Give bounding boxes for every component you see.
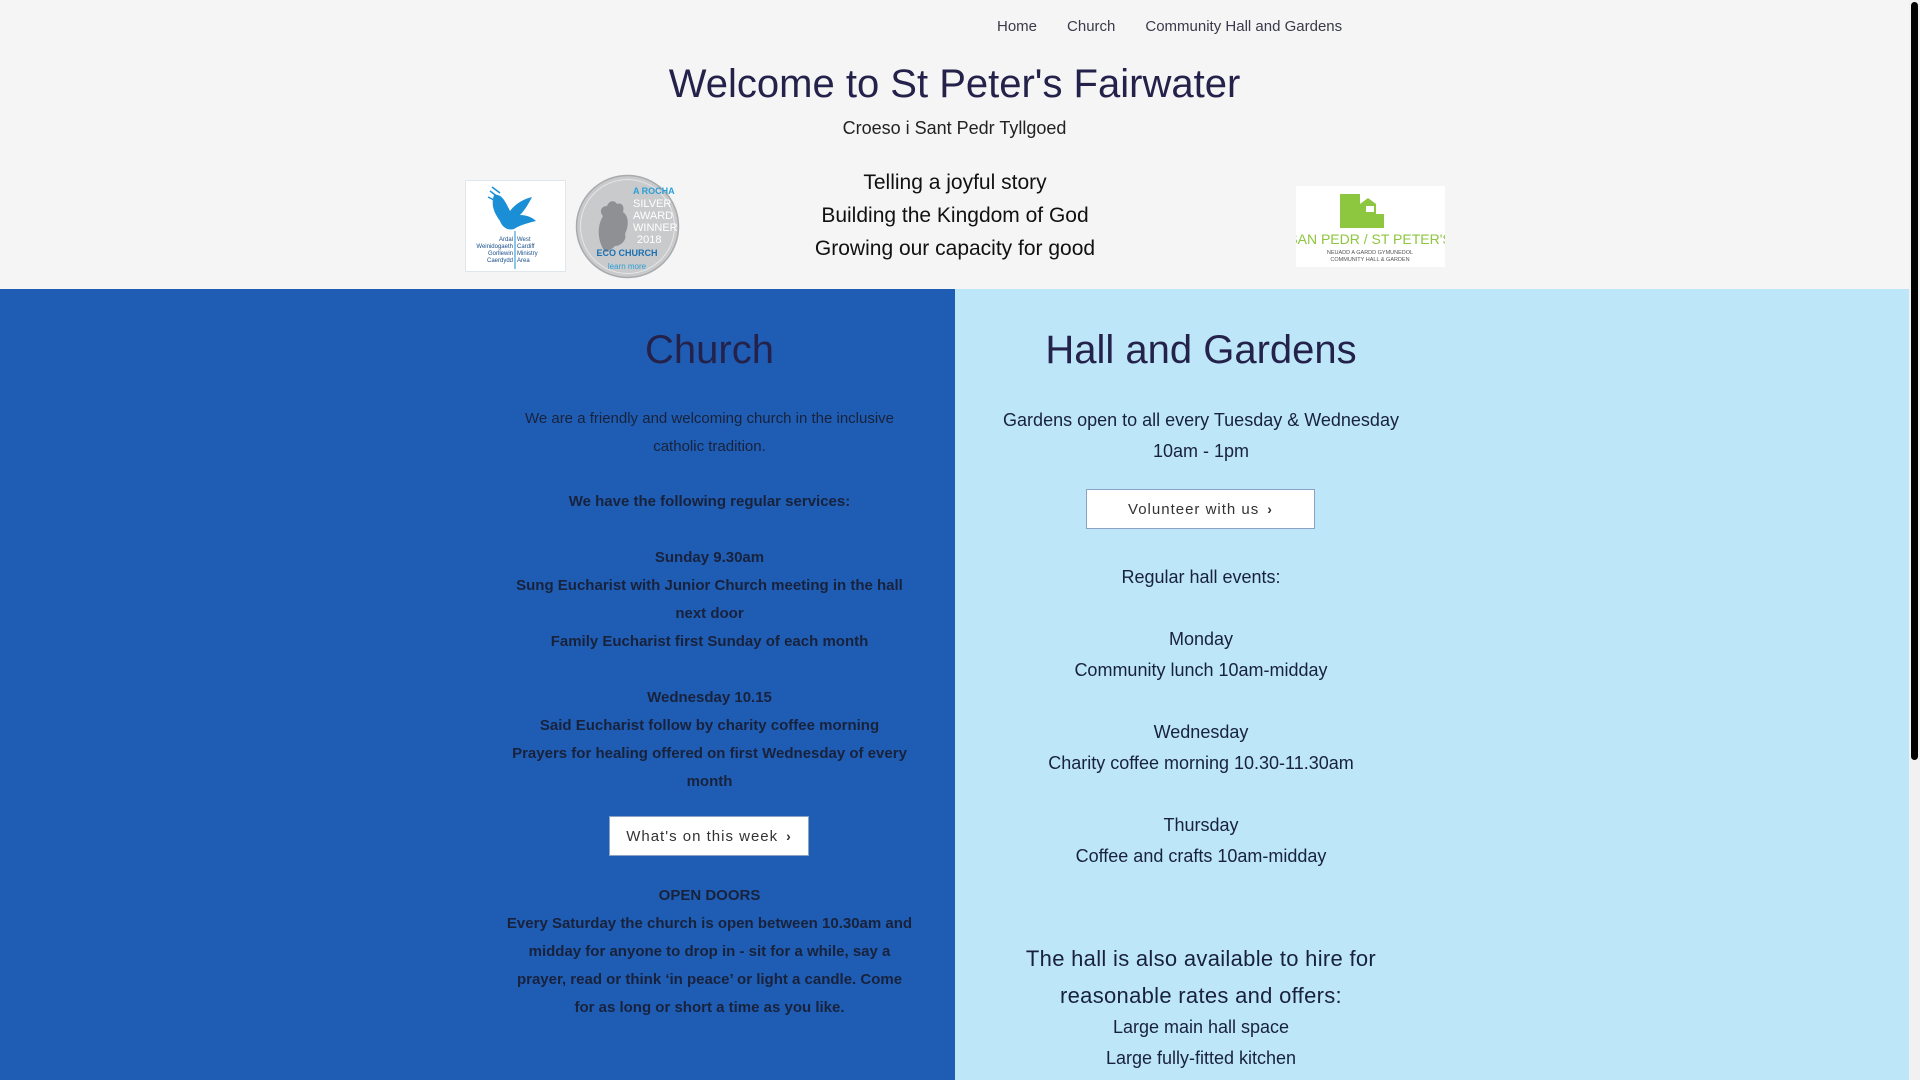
sunday-service-1: Sung Eucharist with Junior Church meeting in the hall next door <box>516 577 903 622</box>
hire-list <box>990 1012 1412 1074</box>
nav-church[interactable]: Church <box>1067 18 1116 35</box>
tagline-line-1: Telling a joyful story <box>863 171 1047 194</box>
nav-home[interactable]: Home <box>997 18 1038 35</box>
church-services <box>505 488 914 796</box>
svg-text:SAN PEDR / ST PETER'S: SAN PEDR / ST PETER'S <box>1296 231 1445 247</box>
svg-text:Weinidogaeth: Weinidogaeth <box>476 244 513 250</box>
hall-events <box>990 562 1412 872</box>
church-intro: We are a friendly and welcoming church in the inclusive catholic tradition. <box>524 410 895 455</box>
tagline-line-3: Growing our capacity for good <box>814 237 1096 260</box>
svg-text:SILVER: SILVER <box>633 198 672 210</box>
top-nav <box>982 12 1357 41</box>
hall-heading: Hall and Gardens <box>1045 328 1357 372</box>
svg-text:2018: 2018 <box>637 234 662 246</box>
page-subtitle: Croeso i Sant Pedr Tyllgoed <box>842 118 1067 138</box>
svg-text:AWARD: AWARD <box>633 210 674 222</box>
open-doors-heading: OPEN DOORS <box>658 887 761 904</box>
svg-text:Gorllewin: Gorllewin <box>487 251 513 257</box>
gardens-days: Gardens open to all every Tuesday & Wednesday <box>1003 410 1399 430</box>
volunteer-button[interactable] <box>1086 489 1315 529</box>
svg-text:Caerdydd: Caerdydd <box>486 258 513 264</box>
page-scrollbar[interactable] <box>1909 0 1920 1080</box>
gardens-hours: 10am - 1pm <box>1152 441 1250 461</box>
hall-gardens-hours <box>990 405 1412 467</box>
page-title: Welcome to St Peter's Fairwater <box>668 62 1241 106</box>
open-doors <box>505 882 914 1022</box>
open-doors-text: Every Saturday the church is open between 10.30am and midday for anyone to drop in - sit for a while, say a prayer, read or think ‘in peace’ or light a candle. Come for as long or short a time as you like. <box>506 915 913 1016</box>
svg-text:learn more: learn more <box>607 262 647 271</box>
tagline-line-2: Building the Kingdom of God <box>821 204 1089 227</box>
house-icon <box>1340 194 1384 228</box>
tagline <box>755 166 1155 265</box>
event-wednesday: Wednesday <box>1153 722 1249 742</box>
svg-text:Ardal: Ardal <box>498 237 513 243</box>
sunday-service-2: Family Eucharist first Sunday of each month <box>550 633 869 650</box>
svg-text:COMMUNITY HALL & GARDEN: COMMUNITY HALL & GARDEN <box>1330 257 1410 263</box>
svg-text:Cardiff: Cardiff <box>517 244 535 250</box>
svg-text:Area: Area <box>517 258 530 264</box>
chevron-right-icon: › <box>786 828 792 844</box>
wednesday-time: Wednesday 10.15 <box>647 689 772 706</box>
event-monday-detail: Community lunch 10am-midday <box>1074 660 1328 680</box>
eco-church-badge[interactable] <box>575 174 680 279</box>
event-monday: Monday <box>1168 629 1234 649</box>
event-thursday-detail: Coffee and crafts 10am-midday <box>1075 846 1327 866</box>
svg-text:ECO CHURCH: ECO CHURCH <box>596 248 658 258</box>
whats-on-button[interactable] <box>609 816 809 856</box>
sunday-time: Sunday 9.30am <box>654 549 765 566</box>
wednesday-service-2: Prayers for healing offered on first Wednesday of every month <box>512 745 907 790</box>
church-heading: Church <box>645 328 774 372</box>
ardal-logo[interactable] <box>465 180 566 272</box>
hire-item-1: Large main hall space <box>1112 1017 1290 1037</box>
chevron-right-icon: › <box>1267 501 1273 517</box>
event-thursday: Thursday <box>1163 815 1239 835</box>
hire-item-2: Large fully-fitted kitchen <box>1105 1048 1297 1068</box>
svg-text:Ministry: Ministry <box>517 251 538 257</box>
event-wednesday-detail: Charity coffee morning 10.30-11.30am <box>1048 753 1354 773</box>
scrollbar-thumb[interactable] <box>1911 2 1918 760</box>
san-pedr-logo[interactable] <box>1296 186 1445 267</box>
hire-text: The hall is also available to hire for reasonable rates and offers: <box>1025 946 1377 1008</box>
volunteer-label: Volunteer with us <box>1128 500 1260 518</box>
svg-text:NEUADD A GARDD GYMUNEDOL: NEUADD A GARDD GYMUNEDOL <box>1326 250 1414 256</box>
services-heading: We have the following regular services: <box>568 493 851 510</box>
svg-text:WINNER: WINNER <box>633 222 678 234</box>
svg-text:West: West <box>517 237 531 243</box>
events-heading: Regular hall events: <box>1121 567 1281 587</box>
dove-icon <box>466 181 565 271</box>
nav-community-hall[interactable]: Community Hall and Gardens <box>1145 18 1343 35</box>
wednesday-service-1: Said Eucharist follow by charity coffee morning <box>539 717 880 734</box>
whats-on-label: What's on this week <box>626 827 779 845</box>
svg-text:A ROCHA: A ROCHA <box>633 186 675 196</box>
